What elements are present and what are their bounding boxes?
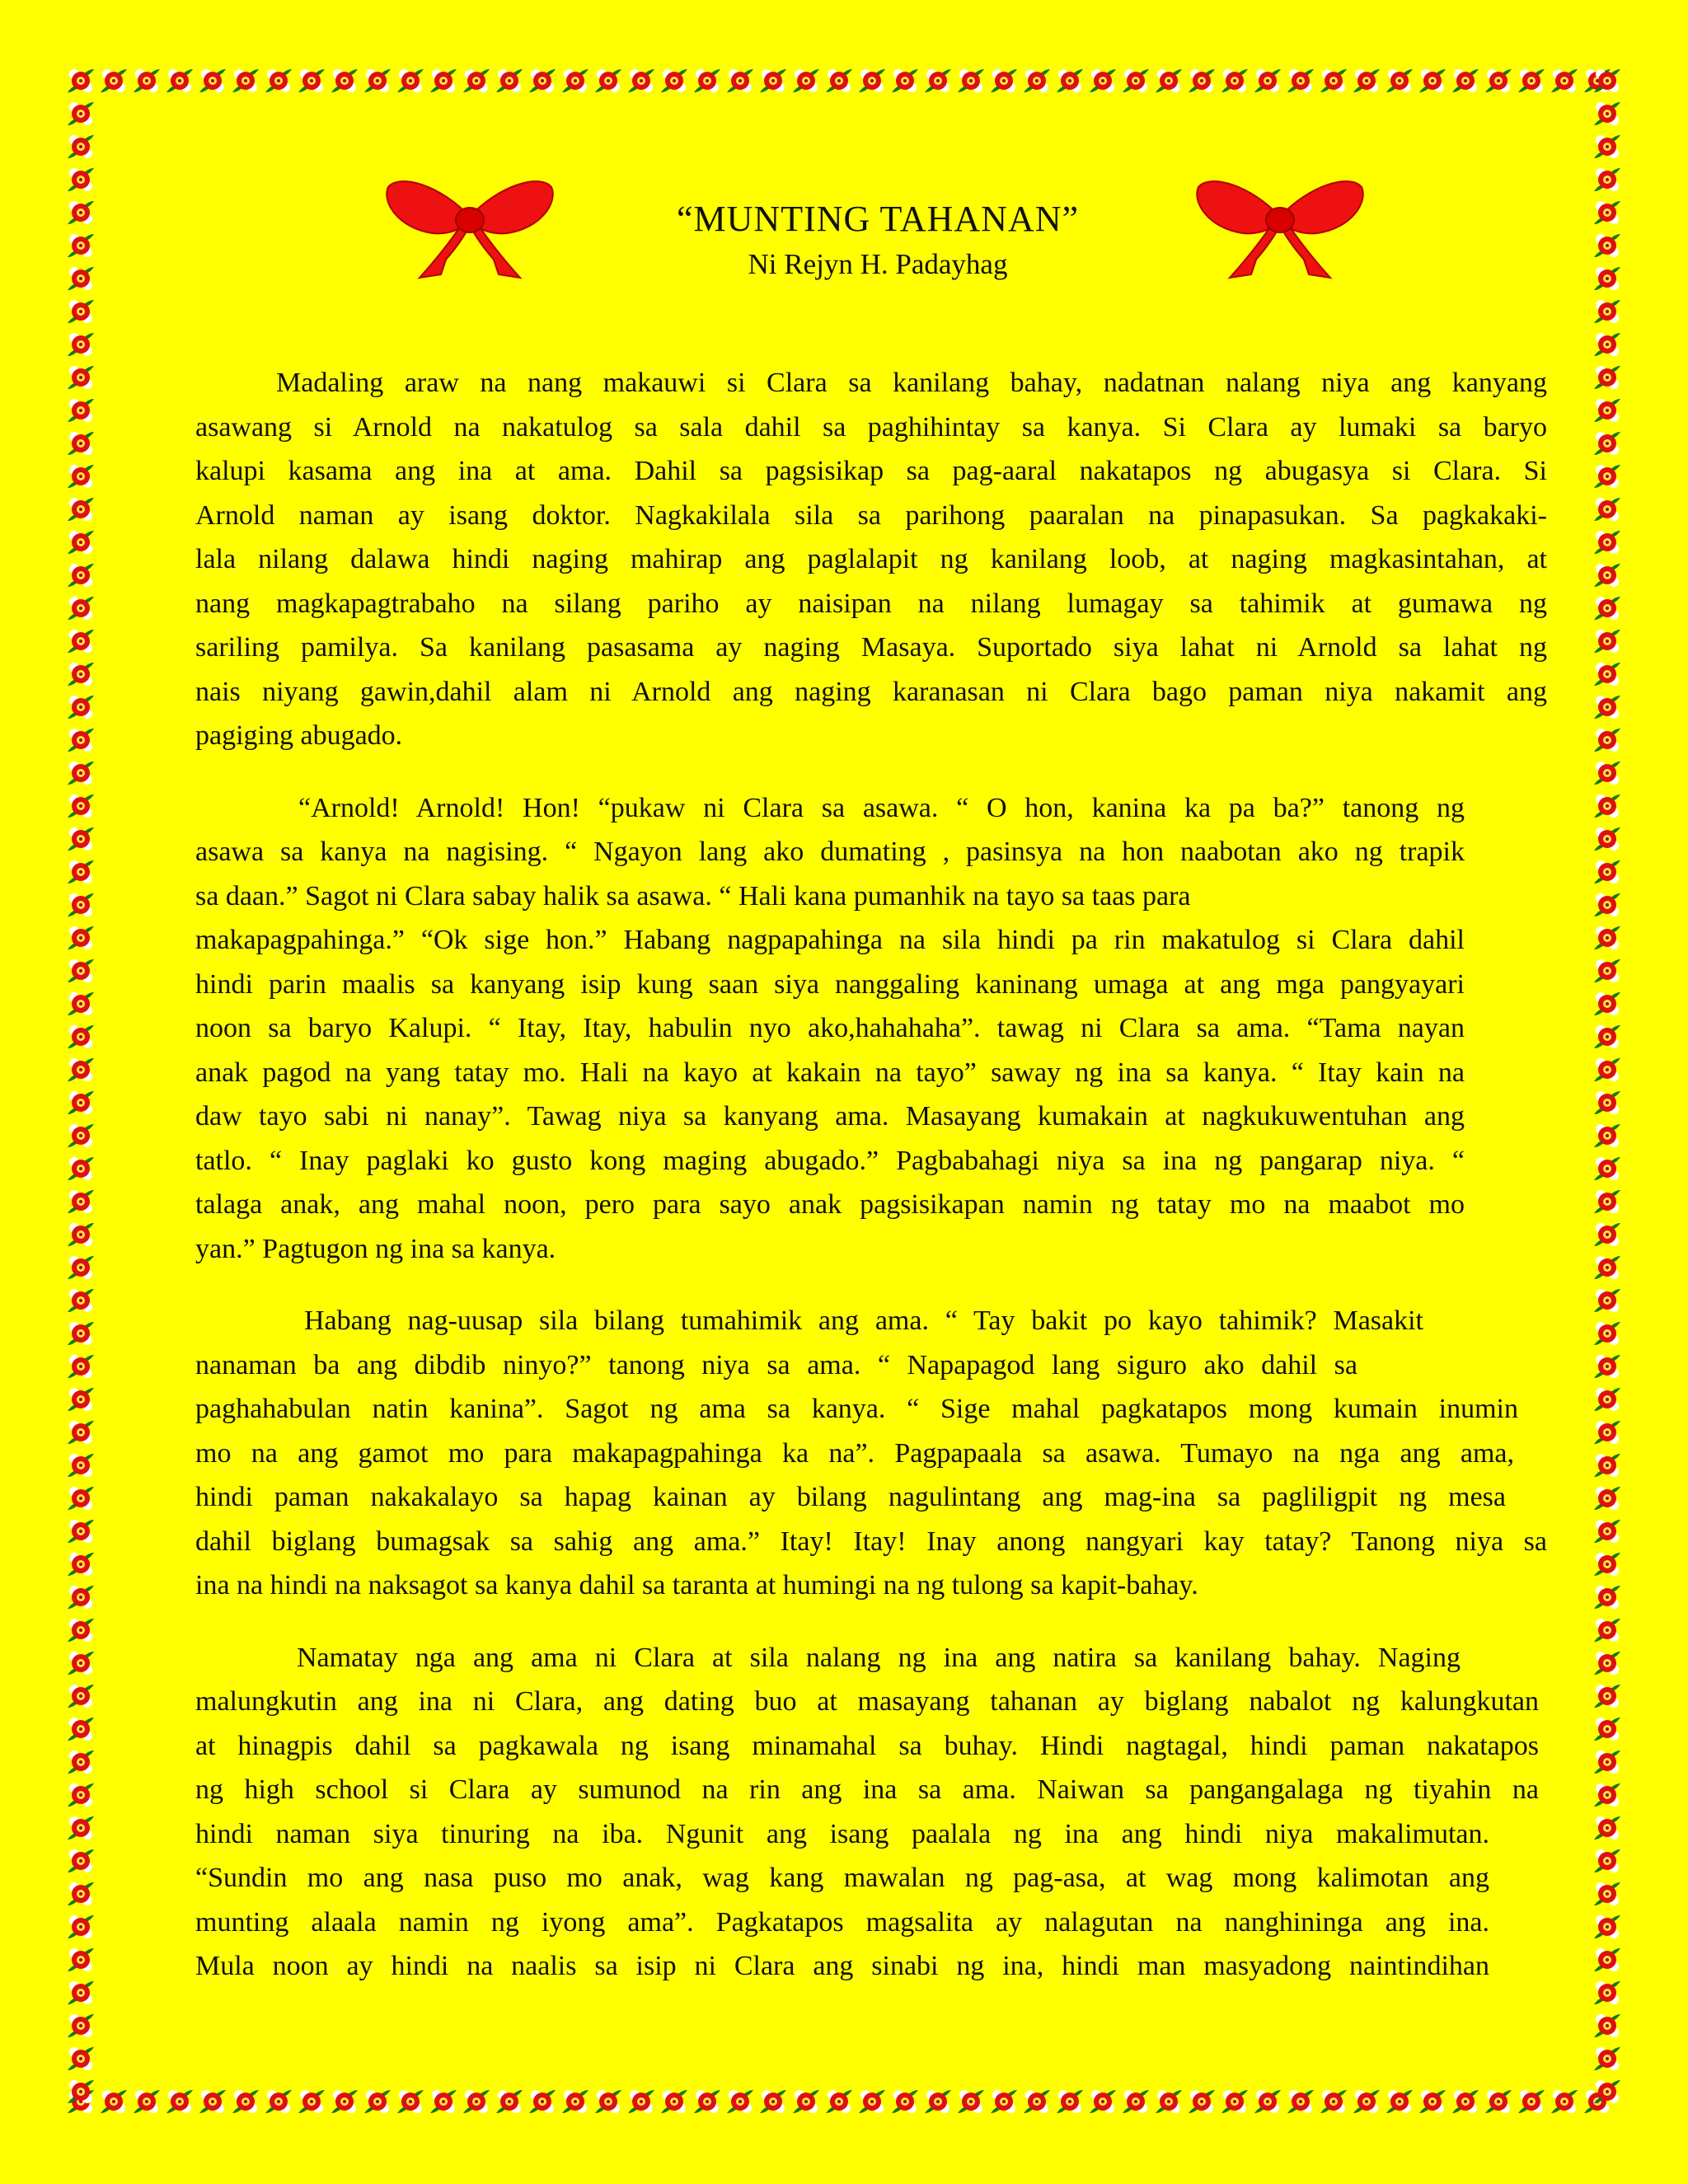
flower-border-icon	[460, 2085, 493, 2118]
flower-border-icon	[1515, 2085, 1548, 2118]
flower-border-icon	[394, 2085, 427, 2118]
flower-border-icon	[691, 2085, 724, 2118]
text-line: “Arnold! Arnold! Hon! “pukaw ni Clara sa asawa. “ O hon, kanina ka pa ba?” tanong ng	[298, 792, 1465, 823]
flower-border-icon	[625, 2085, 658, 2118]
flower-border-icon	[1591, 1614, 1624, 1647]
flower-border-icon	[1591, 1647, 1624, 1680]
flower-border-icon	[1591, 954, 1624, 987]
flower-border-icon	[1591, 790, 1624, 823]
flower-border-icon	[1591, 427, 1624, 460]
text-line: Arnold naman ay isang doktor. Nagkakilala sila sa parihong paaralan na pinapasukan. Sa pagkakaki-	[195, 499, 1547, 531]
flower-border-icon	[64, 987, 97, 1020]
flower-border-icon	[889, 2085, 921, 2118]
flower-border-icon	[1152, 64, 1185, 97]
flower-border-icon	[1251, 64, 1284, 97]
text-line: kalupi kasama ang ina at ama. Dahil sa pagsisikap sa pag-aaral nakatapos ng abugasya si Clara. Si	[195, 456, 1547, 486]
flower-border-icon	[1185, 64, 1218, 97]
flower-border-icon	[1591, 691, 1624, 724]
flower-border-icon	[987, 64, 1020, 97]
flower-border-icon	[64, 1449, 97, 1482]
flower-border-icon	[262, 2085, 295, 2118]
flower-border-icon	[1350, 2085, 1383, 2118]
flower-border-icon	[64, 163, 97, 196]
flower-border-icon	[1591, 295, 1624, 328]
flower-border-icon	[1591, 987, 1624, 1020]
text-line: Habang nag-uusap sila bilang tumahimik ang ama. “ Tay bakit po kayo tahimik? Masakit	[304, 1305, 1423, 1336]
flower-border-icon	[1591, 361, 1624, 394]
paragraph-1	[195, 361, 1547, 758]
story-title: “MUNTING TAHANAN”	[676, 199, 1080, 239]
flower-border-icon	[1591, 823, 1624, 855]
flower-border-icon	[196, 64, 229, 97]
text-line: noon sa baryo Kalupi. “ Itay, Itay, habulin nyo ako,hahahaha”. tawag ni Clara sa ama. “Tama nayan	[195, 1013, 1465, 1043]
flower-border-icon	[64, 1976, 97, 2009]
flower-border-icon	[1591, 394, 1624, 427]
flower-border-icon	[64, 559, 97, 592]
text-line: ng high school si Clara ay sumunod na rin ang ina sa ama. Naiwan sa pangangalaga ng tiyahin na	[195, 1774, 1539, 1805]
flower-border-icon	[1152, 2085, 1185, 2118]
flower-border-icon	[658, 64, 691, 97]
flower-border-icon	[64, 493, 97, 526]
text-line: hindi naman siya tinuring na iba. Ngunit ang isang paalala ng ina ang hindi niya makalimutan.	[195, 1818, 1489, 1849]
flower-border-icon	[757, 2085, 790, 2118]
flower-border-icon	[1591, 1086, 1624, 1119]
flower-border-icon	[526, 2085, 559, 2118]
flower-border-icon	[1218, 2085, 1251, 2118]
flower-border-icon	[1317, 64, 1350, 97]
flower-border-icon	[64, 823, 97, 855]
flower-border-icon	[64, 295, 97, 328]
flower-border-icon	[64, 1713, 97, 1746]
flower-border-icon	[64, 658, 97, 691]
flower-border-icon	[97, 2085, 130, 2118]
flower-border-icon	[987, 2085, 1020, 2118]
flower-border-icon	[97, 64, 130, 97]
flower-border-icon	[64, 790, 97, 823]
flower-border-icon	[262, 64, 295, 97]
flower-border-icon	[64, 888, 97, 921]
flower-border-icon	[1591, 229, 1624, 262]
flower-border-icon	[64, 2009, 97, 2042]
flower-border-icon	[1591, 1811, 1624, 1844]
flower-border-icon	[64, 1350, 97, 1383]
flower-border-icon	[1086, 2085, 1119, 2118]
flower-border-icon	[1591, 1515, 1624, 1548]
flower-border-icon	[1020, 2085, 1053, 2118]
flower-border-icon	[1591, 1152, 1624, 1185]
flower-border-icon	[592, 2085, 625, 2118]
flower-border-icon	[64, 724, 97, 757]
text-line: talaga anak, ang mahal noon, pero para sayo anak pagsisikapan namin ng tatay mo na maabot mo	[195, 1189, 1465, 1220]
flower-border-icon	[1591, 493, 1624, 526]
flower-border-icon	[130, 64, 163, 97]
flower-border-icon	[1591, 855, 1624, 888]
flower-border-left	[64, 64, 97, 2118]
flower-border-icon	[64, 328, 97, 361]
text-line: ina na hindi na naksagot sa kanya dahil sa taranta at humingi na ng tulong sa kapit-bahay.	[195, 1570, 1198, 1601]
flower-border-icon	[64, 1614, 97, 1647]
flower-border-icon	[1591, 196, 1624, 229]
flower-border-icon	[64, 1647, 97, 1680]
flower-border-icon	[1591, 1449, 1624, 1482]
flower-border-icon	[1591, 1877, 1624, 1910]
flower-border-icon	[163, 2085, 196, 2118]
flower-border-icon	[64, 1317, 97, 1350]
text-line: nanaman ba ang dibdib ninyo?” tanong niya sa ama. “ Napapagod lang siguro ako dahil sa	[195, 1349, 1357, 1380]
flower-border-icon	[1591, 1976, 1624, 2009]
text-line: at hinagpis dahil sa pagkawala ng isang minamahal sa buhay. Hindi nagtagal, hindi paman nakatapos	[195, 1730, 1539, 1761]
text-line: lala nilang dalawa hindi naging mahirap ang paglalapit ng kanilang loob, at naging magkasintahan, at	[195, 544, 1547, 574]
flower-border-icon	[64, 592, 97, 625]
text-line: hindi parin maalis sa kanyang isip kung saan siya nanggaling kaninang umaga at ang mga pangyayari	[195, 968, 1465, 1000]
flower-border-icon	[328, 64, 361, 97]
flower-border-icon	[1591, 460, 1624, 493]
flower-border-icon	[1350, 64, 1383, 97]
flower-border-icon	[1185, 2085, 1218, 2118]
flower-border-icon	[64, 1416, 97, 1449]
flower-border-icon	[1053, 64, 1086, 97]
text-line: pagiging abugado.	[195, 720, 403, 751]
flower-border-icon	[1591, 1416, 1624, 1449]
flower-border-icon	[196, 2085, 229, 2118]
flower-border-icon	[757, 64, 790, 97]
flower-border-icon	[64, 1383, 97, 1416]
flower-border-icon	[64, 1284, 97, 1317]
flower-border-icon	[1591, 658, 1624, 691]
flower-border-icon	[64, 2075, 97, 2108]
text-line: paghahabulan natin kanina”. Sagot ng ama sa kanya. “ Sige mahal pagkatapos mong kumain inumin	[195, 1394, 1518, 1424]
flower-border-icon	[64, 1251, 97, 1284]
flower-border-right	[1591, 64, 1624, 2118]
flower-border-icon	[691, 64, 724, 97]
flower-border-icon	[64, 921, 97, 954]
flower-border-icon	[1591, 1218, 1624, 1251]
flower-border-icon	[823, 64, 856, 97]
flower-border-icon	[1591, 1746, 1624, 1779]
text-line: sariling pamilya. Sa kanilang pasasama ay naging Masaya. Suportado siya lahat ni Arnold sa lahat ng	[195, 632, 1547, 663]
paragraph-3	[195, 1299, 1547, 1608]
flower-border-icon	[1591, 130, 1624, 163]
flower-border-icon	[559, 64, 592, 97]
flower-border-icon	[1515, 64, 1548, 97]
flower-border-icon	[625, 64, 658, 97]
text-line: “Sundin mo ang nasa puso mo anak, wag kang mawalan ng pag-asa, at wag mong kalimotan ang	[195, 1863, 1489, 1893]
text-line: munting alaala namin ng iyong ama”. Pagkatapos magsalita ay nalagutan na nanghininga ang ina.	[195, 1906, 1489, 1938]
flower-border-icon	[64, 1746, 97, 1779]
text-line: asawang si Arnold na nakatulog sa sala dahil sa paghihintay sa kanya. Si Clara ay lumaki sa baryo	[195, 411, 1547, 443]
text-line: nais niyang gawin,dahil alam ni Arnold ang naging karanasan ni Clara bago paman niya nakamit ang	[195, 676, 1547, 707]
red-bow-icon	[383, 169, 556, 280]
flower-border-icon	[1284, 64, 1317, 97]
flower-border-icon	[64, 625, 97, 658]
text-line: hindi paman nakakalayo sa hapag kainan ay bilang nagulintang ang mag-ina sa pagliligpit ng mesa	[195, 1482, 1506, 1512]
flower-border-icon	[1591, 724, 1624, 757]
text-line: daw tayo sabi ni nanay”. Tawag niya sa kanyang ama. Masayang kumakain at nagkukuwentuhan ang	[195, 1101, 1465, 1132]
flower-border-icon	[790, 64, 823, 97]
text-line: nang magkapagtrabaho na silang pariho ay naisipan na nilang lumagay sa tahimik at gumawa ng	[195, 588, 1547, 619]
flower-border-icon	[1591, 262, 1624, 295]
flower-border-icon	[64, 1152, 97, 1185]
text-line: Mula noon ay hindi na naalis sa isip ni Clara ang sinabi ng ina, hindi man masyadong naintindihan	[195, 1951, 1489, 1981]
flower-border-icon	[64, 526, 97, 559]
flower-border-icon	[64, 1119, 97, 1152]
flower-border-icon	[1591, 1943, 1624, 1976]
flower-border-icon	[64, 1779, 97, 1811]
flower-border-icon	[1591, 1119, 1624, 1152]
flower-border-icon	[64, 954, 97, 987]
text-line: dahil biglang bumagsak sa sahig ang ama.” Itay! Itay! Inay anong nangyari kay tatay? Tanong niya sa	[195, 1526, 1547, 1557]
flower-border-icon	[1591, 64, 1624, 97]
flower-border-icon	[1591, 757, 1624, 790]
flower-border-icon	[460, 64, 493, 97]
flower-border-icon	[1591, 592, 1624, 625]
flower-border-icon	[427, 64, 460, 97]
flower-border-icon	[889, 64, 921, 97]
flower-border-icon	[361, 64, 394, 97]
text-line: sa daan.” Sagot ni Clara sabay halik sa asawa. “ Hali kana pumanhik na tayo sa taas para	[195, 880, 1191, 912]
flower-border-icon	[64, 262, 97, 295]
flower-border-bottom	[64, 2085, 1624, 2118]
flower-border-icon	[1053, 2085, 1086, 2118]
flower-border-icon	[394, 64, 427, 97]
flower-border-icon	[229, 64, 262, 97]
flower-border-icon	[1251, 2085, 1284, 2118]
flower-border-icon	[1383, 64, 1416, 97]
flower-border-icon	[526, 64, 559, 97]
flower-border-icon	[1548, 64, 1581, 97]
flower-border-icon	[658, 2085, 691, 2118]
flower-border-icon	[328, 2085, 361, 2118]
flower-border-icon	[64, 1943, 97, 1976]
paragraph-4	[195, 1636, 1547, 1989]
flower-border-icon	[64, 1020, 97, 1053]
text-line: asawa sa kanya na nagising. “ Ngayon lang ako dumating , pasinsya na hon naabotan ako ng trapik	[195, 837, 1465, 867]
text-line: tatlo. “ Inay paglaki ko gusto kong maging abugado.” Pagbabahagi niya sa ina ng pangarap niya. “	[195, 1145, 1465, 1176]
flower-border-icon	[1591, 163, 1624, 196]
flower-border-icon	[229, 2085, 262, 2118]
flower-border-top	[64, 64, 1624, 97]
flower-border-icon	[1591, 1548, 1624, 1581]
flower-border-icon	[954, 2085, 987, 2118]
flower-border-icon	[1591, 1482, 1624, 1515]
flower-border-icon	[1284, 2085, 1317, 2118]
flower-border-icon	[64, 427, 97, 460]
text-line: Madaling araw na nang makauwi si Clara sa kanilang bahay, nadatnan nalang niya ang kanyang	[276, 368, 1547, 398]
flower-border-icon	[64, 64, 97, 97]
flower-border-icon	[64, 1548, 97, 1581]
flower-border-icon	[1591, 1185, 1624, 1218]
flower-border-icon	[1119, 64, 1152, 97]
flower-border-icon	[64, 1086, 97, 1119]
flower-border-icon	[954, 64, 987, 97]
flower-border-icon	[64, 460, 97, 493]
flower-border-icon	[1482, 2085, 1515, 2118]
flower-border-icon	[64, 1581, 97, 1614]
flower-border-icon	[163, 64, 196, 97]
flower-border-icon	[1591, 1844, 1624, 1877]
flower-border-icon	[1591, 328, 1624, 361]
flower-border-icon	[1591, 1680, 1624, 1713]
flower-border-icon	[64, 130, 97, 163]
flower-border-icon	[64, 757, 97, 790]
flower-border-icon	[64, 1910, 97, 1943]
flower-border-icon	[130, 2085, 163, 2118]
flower-border-icon	[724, 2085, 757, 2118]
flower-border-icon	[1591, 1317, 1624, 1350]
flower-border-icon	[493, 64, 526, 97]
flower-border-icon	[64, 1811, 97, 1844]
flower-border-icon	[1591, 921, 1624, 954]
flower-border-icon	[1449, 64, 1482, 97]
flower-border-icon	[64, 1515, 97, 1548]
flower-border-icon	[64, 1877, 97, 1910]
flower-border-icon	[1591, 1779, 1624, 1811]
flower-border-icon	[921, 2085, 954, 2118]
paragraph-2	[195, 786, 1547, 1272]
flower-border-icon	[64, 229, 97, 262]
flower-border-icon	[1591, 1053, 1624, 1086]
flower-border-icon	[1591, 97, 1624, 130]
flower-border-icon	[1591, 559, 1624, 592]
flower-border-icon	[1086, 64, 1119, 97]
story-body	[195, 361, 1547, 2017]
flower-border-icon	[823, 2085, 856, 2118]
flower-border-icon	[64, 1053, 97, 1086]
flower-border-icon	[295, 64, 328, 97]
flower-border-icon	[921, 64, 954, 97]
flower-border-icon	[493, 2085, 526, 2118]
flower-border-icon	[64, 1185, 97, 1218]
story-author: Ni Rejyn H. Padayhag	[748, 248, 1008, 280]
flower-border-icon	[1020, 64, 1053, 97]
flower-border-icon	[64, 1218, 97, 1251]
text-line: malungkutin ang ina ni Clara, ang dating buo at masayang tahanan ay biglang nabalot ng kalungkutan	[195, 1686, 1539, 1717]
flower-border-icon	[1591, 2009, 1624, 2042]
flower-border-icon	[790, 2085, 823, 2118]
flower-border-icon	[1591, 1581, 1624, 1614]
flower-border-icon	[1119, 2085, 1152, 2118]
flower-border-icon	[1591, 2075, 1624, 2108]
flower-border-icon	[64, 361, 97, 394]
flower-border-icon	[64, 97, 97, 130]
flower-border-icon	[1591, 1251, 1624, 1284]
flower-border-icon	[724, 64, 757, 97]
flower-border-icon	[64, 1844, 97, 1877]
flower-border-icon	[1591, 1713, 1624, 1746]
flower-border-icon	[1591, 526, 1624, 559]
flower-border-icon	[1591, 2042, 1624, 2075]
text-line: mo na ang gamot mo para makapagpahinga ka na”. Pagpapaala sa asawa. Tumayo na nga ang ama,	[195, 1437, 1514, 1469]
flower-border-icon	[64, 2042, 97, 2075]
text-line: Namatay nga ang ama ni Clara at sila nalang ng ina ang natira sa kanilang bahay. Naging	[297, 1642, 1461, 1673]
flower-border-icon	[1416, 64, 1449, 97]
flower-border-icon	[427, 2085, 460, 2118]
flower-border-icon	[856, 2085, 889, 2118]
flower-border-icon	[1591, 1910, 1624, 1943]
text-line: yan.” Pagtugon ng ina sa kanya.	[195, 1233, 556, 1264]
flower-border-icon	[1591, 625, 1624, 658]
flower-border-icon	[856, 64, 889, 97]
flower-border-icon	[295, 2085, 328, 2118]
flower-border-icon	[64, 855, 97, 888]
flower-border-icon	[1317, 2085, 1350, 2118]
flower-border-icon	[1218, 64, 1251, 97]
flower-border-icon	[64, 1482, 97, 1515]
flower-border-icon	[1591, 888, 1624, 921]
flower-border-icon	[64, 1680, 97, 1713]
flower-border-icon	[1482, 64, 1515, 97]
flower-border-icon	[1591, 1350, 1624, 1383]
flower-border-icon	[1449, 2085, 1482, 2118]
text-line: makapagpahinga.” “Ok sige hon.” Habang nagpapahinga na sila hindi pa rin makatulog si Clara dahil	[195, 925, 1465, 955]
flower-border-icon	[1591, 1284, 1624, 1317]
flower-border-icon	[559, 2085, 592, 2118]
flower-border-icon	[592, 64, 625, 97]
flower-border-icon	[1591, 1383, 1624, 1416]
flower-border-icon	[64, 196, 97, 229]
flower-border-icon	[1383, 2085, 1416, 2118]
flower-border-icon	[1548, 2085, 1581, 2118]
text-line: anak pagod na yang tatay mo. Hali na kayo at kakain na tayo” saway ng ina sa kanya. “ Itay kain na	[195, 1057, 1465, 1088]
flower-border-icon	[361, 2085, 394, 2118]
flower-border-icon	[1416, 2085, 1449, 2118]
flower-border-icon	[64, 691, 97, 724]
flower-border-icon	[1591, 1020, 1624, 1053]
red-bow-icon	[1193, 169, 1367, 280]
flower-border-icon	[64, 394, 97, 427]
